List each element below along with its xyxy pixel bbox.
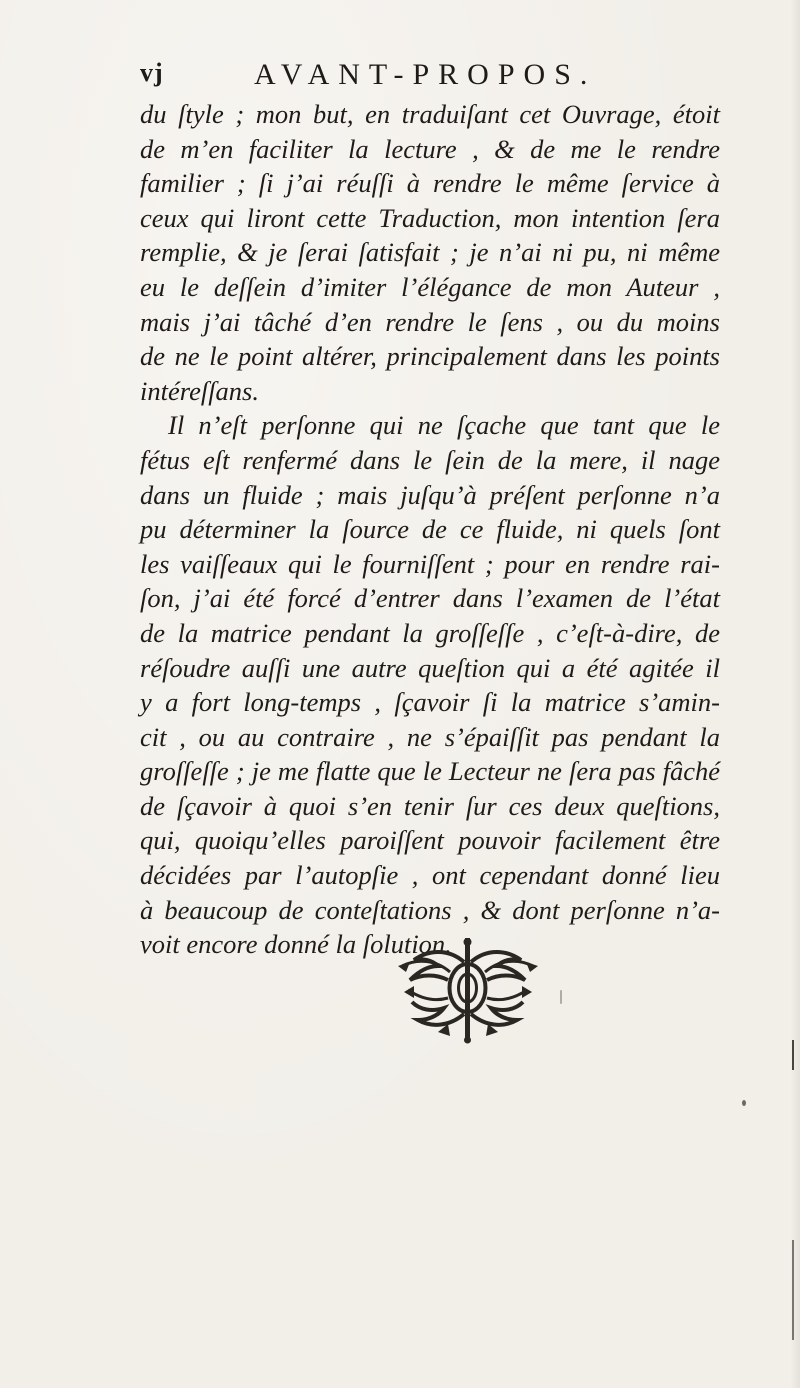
text-line: familier ; ſi j’ai réuſſi à rendre le même ſervice à xyxy=(140,168,720,199)
text-line: à beaucoup de conteſtations , & dont perſonne n’a- xyxy=(140,894,720,925)
text-line: qui, quoiqu’elles paroiſſent pouvoir facilement être xyxy=(140,825,720,856)
text-line: pu déterminer la ſource de ce fluide, ni quels ſont xyxy=(140,514,720,545)
text-line: ceux qui liront cette Traduction, mon intention ſera xyxy=(140,202,720,233)
body-text xyxy=(140,97,720,962)
text-line: du ſtyle ; mon but, en traduiſant cet Ouvrage, étoit xyxy=(140,99,720,129)
text-line: de la matrice pendant la groſſeſſe , c’eſt-à-dire, de xyxy=(140,617,720,648)
text-line: cit , ou au contraire , ne s’épaiſſit pas pendant la xyxy=(140,721,720,752)
paper-speck xyxy=(560,990,562,1004)
text-line: de ſçavoir à quoi s’en tenir ſur ces deux queſtions, xyxy=(140,790,720,821)
paragraph-1 xyxy=(140,97,720,408)
text-line: groſſeſſe ; je me flatte que le Lecteur ne ſera pas fâché xyxy=(140,756,720,787)
text-line: voit encore donné la ſolution. xyxy=(140,929,452,960)
page-edge-shadow xyxy=(790,0,800,1388)
text-line: de ne le point altérer, principalement dans les points xyxy=(140,341,720,372)
running-title: AVANT-PROPOS. xyxy=(254,58,597,91)
text-line: décidées par l’autopſie , ont cependant donné lieu xyxy=(140,860,720,891)
text-line: réſoudre auſſi une autre queſtion qui a été agitée il xyxy=(140,652,720,683)
page-header xyxy=(140,58,700,98)
paragraph-2 xyxy=(140,408,720,962)
printers-ornament-icon xyxy=(388,936,548,1046)
paper-speck xyxy=(742,1100,746,1106)
text-line: y a fort long-temps , ſçavoir ſi la matrice s’amin- xyxy=(140,687,720,718)
text-line: intéreſſans. xyxy=(140,375,259,406)
text-line: eu le deſſein d’imiter l’élégance de mon Auteur , xyxy=(140,271,720,302)
text-line: fétus eſt renfermé dans le ſein de la mere, il nage xyxy=(140,444,720,475)
text-line: remplie, & je ſerai ſatisfait ; je n’ai ni pu, ni même xyxy=(140,237,720,268)
text-line: Il n’eſt perſonne qui ne ſçache que tant que le xyxy=(168,410,720,441)
text-line: ſon, j’ai été forcé d’entrer dans l’examen de l’état xyxy=(140,583,720,614)
page-number: vj xyxy=(140,58,164,87)
text-line: les vaiſſeaux qui le fourniſſent ; pour en rendre rai- xyxy=(140,548,720,579)
text-line: mais j’ai tâché d’en rendre le ſens , ou du moins xyxy=(140,306,720,337)
text-line: dans un fluide ; mais juſqu’à préſent perſonne n’a xyxy=(140,479,720,510)
text-line: de m’en faciliter la lecture , & de me le rendre xyxy=(140,133,720,164)
